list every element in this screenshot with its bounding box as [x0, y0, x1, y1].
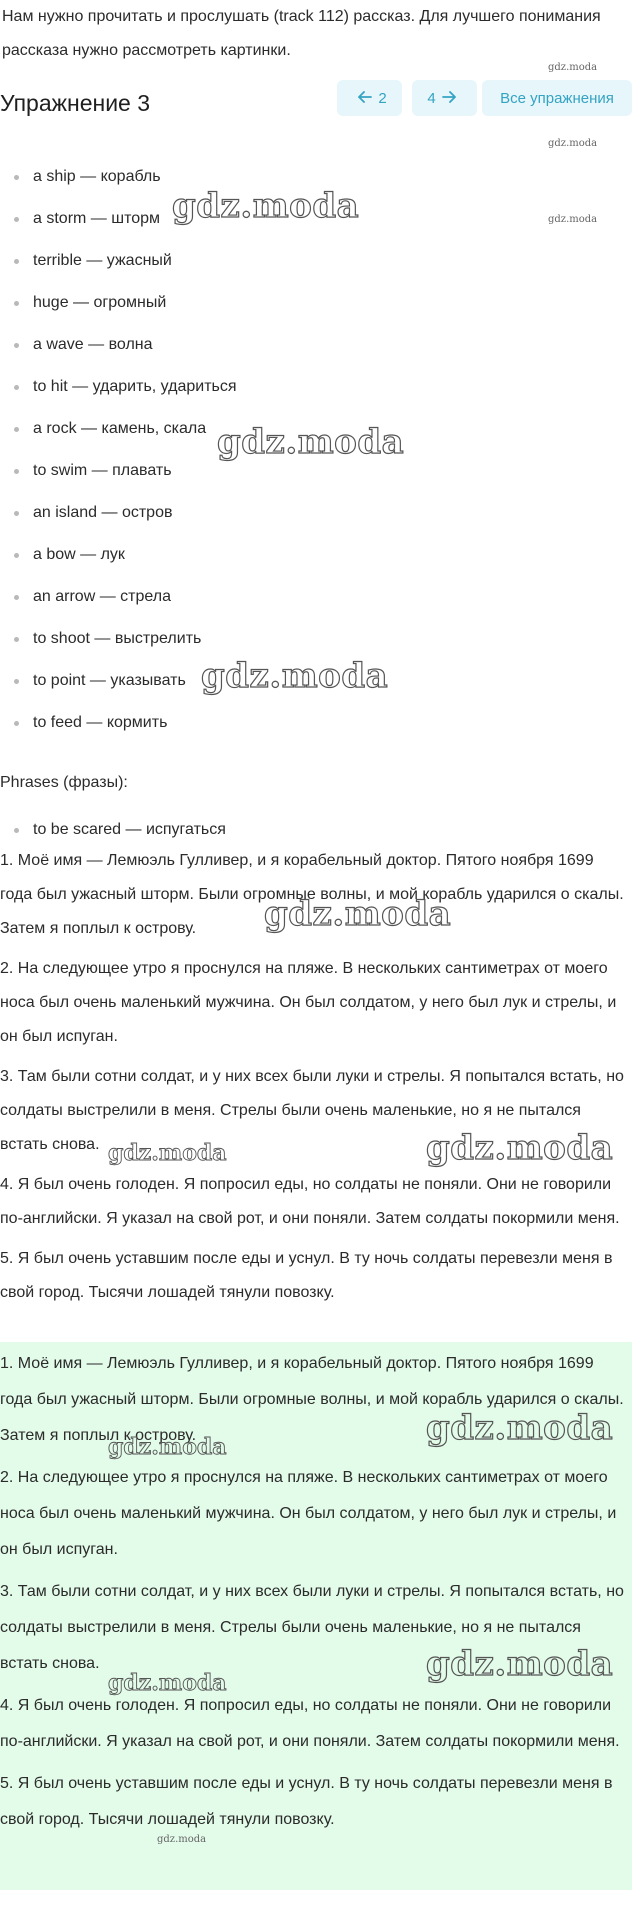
- list-item: [33, 492, 632, 534]
- list-item: [33, 366, 632, 408]
- watermark: gdz.moda: [548, 62, 598, 73]
- watermark: gdz.moda: [264, 894, 452, 934]
- vocab-entry: a rock — камень, скала: [33, 420, 207, 437]
- bullet-icon: [14, 469, 19, 474]
- bullet-icon: [14, 637, 19, 642]
- arrow-right-icon: [442, 90, 456, 107]
- bullet-icon: [14, 828, 19, 833]
- list-item: [33, 660, 632, 702]
- bullet-icon: [14, 217, 19, 222]
- bullet-icon: [14, 343, 19, 348]
- bullet-icon: [14, 679, 19, 684]
- list-item: [33, 198, 632, 240]
- answer-box: [0, 1342, 632, 1890]
- bullet-icon: [14, 427, 19, 432]
- watermark: gdz.moda: [548, 138, 598, 149]
- watermark: gdz.moda: [548, 214, 598, 225]
- story-paragraph: 3. Там были сотни солдат, и у них всех были луки и стрелы. Я попытался встать, но солдаты выстрелили в меня. Стрелы были очень маленькие, но я не пытался встать снова.: [0, 1068, 624, 1153]
- bullet-icon: [14, 553, 19, 558]
- vocab-entry: to hit — ударить, удариться: [33, 378, 237, 395]
- watermark: gdz.moda: [201, 656, 389, 696]
- answer-paragraph: 5. Я был очень уставшим после еды и уснул. В ту ночь солдаты перевезли меня в свой город. Тысячи лошадей тянули повозку.: [0, 1775, 613, 1828]
- vocab-entry: a ship — корабль: [33, 168, 161, 185]
- phrases-list: [0, 816, 632, 844]
- list-item: [33, 702, 632, 744]
- watermark: gdz.moda: [172, 186, 360, 226]
- watermark: gdz.moda: [217, 422, 405, 462]
- list-item: [33, 282, 632, 324]
- next-exercise-label: 4: [427, 89, 436, 107]
- list-item: [33, 156, 632, 198]
- story-paragraph: 5. Я был очень уставшим после еды и уснул. В ту ночь солдаты перевезли меня в свой город. Тысячи лошадей тянули повозку.: [0, 1250, 613, 1301]
- phrase-entry: to be scared — испугаться: [33, 821, 226, 838]
- story-text: [0, 844, 632, 1310]
- exercise-header: [0, 80, 632, 138]
- list-item: [33, 618, 632, 660]
- all-exercises-label: Все упражнения: [500, 89, 614, 107]
- answer-paragraph: 4. Я был очень голоден. Я попросил еды, но солдаты не поняли. Они не говорили по-английски. Я указал на свой рот, и они поняли. Затем солдаты покормили меня.: [0, 1697, 620, 1750]
- vocab-entry: terrible — ужасный: [33, 252, 172, 269]
- vocab-entry: huge — огромный: [33, 294, 167, 311]
- intro-text: Нам нужно прочитать и прослушать (track 112) рассказ. Для лучшего понимания рассказа нужно рассмотреть картинки.: [2, 8, 601, 59]
- list-item: [33, 240, 632, 282]
- list-item: [33, 450, 632, 492]
- prev-exercise-button[interactable]: [337, 80, 402, 116]
- watermark: gdz.moda: [157, 1834, 207, 1845]
- answer-paragraph: 1. Моё имя — Лемюэль Гулливер, и я корабельный доктор. Пятого ноября 1699 года был ужасный шторм. Были огромные волны, и мой корабль ударился о скалы. Затем я поплыл к острову.: [0, 1355, 624, 1444]
- bullet-icon: [14, 385, 19, 390]
- list-item: [33, 324, 632, 366]
- bullet-icon: [14, 175, 19, 180]
- watermark: gdz.moda: [108, 1140, 227, 1166]
- vocab-entry: to point — указывать: [33, 672, 186, 689]
- phrases-heading: Phrases (фразы):: [0, 774, 128, 791]
- vocab-entry: an arrow — стрела: [33, 588, 171, 605]
- all-exercises-button[interactable]: [482, 80, 632, 116]
- bullet-icon: [14, 721, 19, 726]
- vocab-entry: to shoot — выстрелить: [33, 630, 202, 647]
- answer-paragraph: 2. На следующее утро я проснулся на пляже. В нескольких сантиметрах от моего носа был очень маленький мужчина. Он был солдатом, у него был лук и стрелы, и он был испуган.: [0, 1469, 617, 1558]
- vocab-entry: a wave — волна: [33, 336, 153, 353]
- list-item: [33, 408, 632, 450]
- vocab-entry: an island — остров: [33, 504, 173, 521]
- arrow-left-icon: [358, 90, 372, 107]
- vocabulary-list: [0, 156, 632, 744]
- exercise-title: Упражнение 3: [0, 90, 151, 116]
- watermark: gdz.moda: [426, 1128, 614, 1168]
- vocab-entry: a storm — шторм: [33, 210, 161, 227]
- vocab-entry: to feed — кормить: [33, 714, 168, 731]
- bullet-icon: [14, 301, 19, 306]
- story-paragraph: 2. На следующее утро я проснулся на пляже. В нескольких сантиметрах от моего носа был очень маленький мужчина. Он был солдатом, у него был лук и стрелы, и он был испуган.: [0, 960, 617, 1045]
- next-exercise-button[interactable]: [412, 80, 477, 116]
- list-item: [33, 816, 632, 844]
- prev-exercise-label: 2: [378, 89, 387, 107]
- vocab-entry: a bow — лук: [33, 546, 125, 563]
- story-paragraph: 1. Моё имя — Лемюэль Гулливер, и я корабельный доктор. Пятого ноября 1699 года был ужасный шторм. Были огромные волны, и мой корабль ударился о скалы. Затем я поплыл к острову.: [0, 852, 624, 937]
- bullet-icon: [14, 511, 19, 516]
- list-item: [33, 576, 632, 618]
- vocab-entry: to swim — плавать: [33, 462, 172, 479]
- bullet-icon: [14, 595, 19, 600]
- story-paragraph: 4. Я был очень голоден. Я попросил еды, но солдаты не поняли. Они не говорили по-английски. Я указал на свой рот, и они поняли. Затем солдаты покормили меня.: [0, 1176, 620, 1227]
- bullet-icon: [14, 259, 19, 264]
- list-item: [33, 534, 632, 576]
- answer-paragraph: 3. Там были сотни солдат, и у них всех были луки и стрелы. Я попытался встать, но солдаты выстрелили в меня. Стрелы были очень маленькие, но я не пытался встать снова.: [0, 1583, 624, 1672]
